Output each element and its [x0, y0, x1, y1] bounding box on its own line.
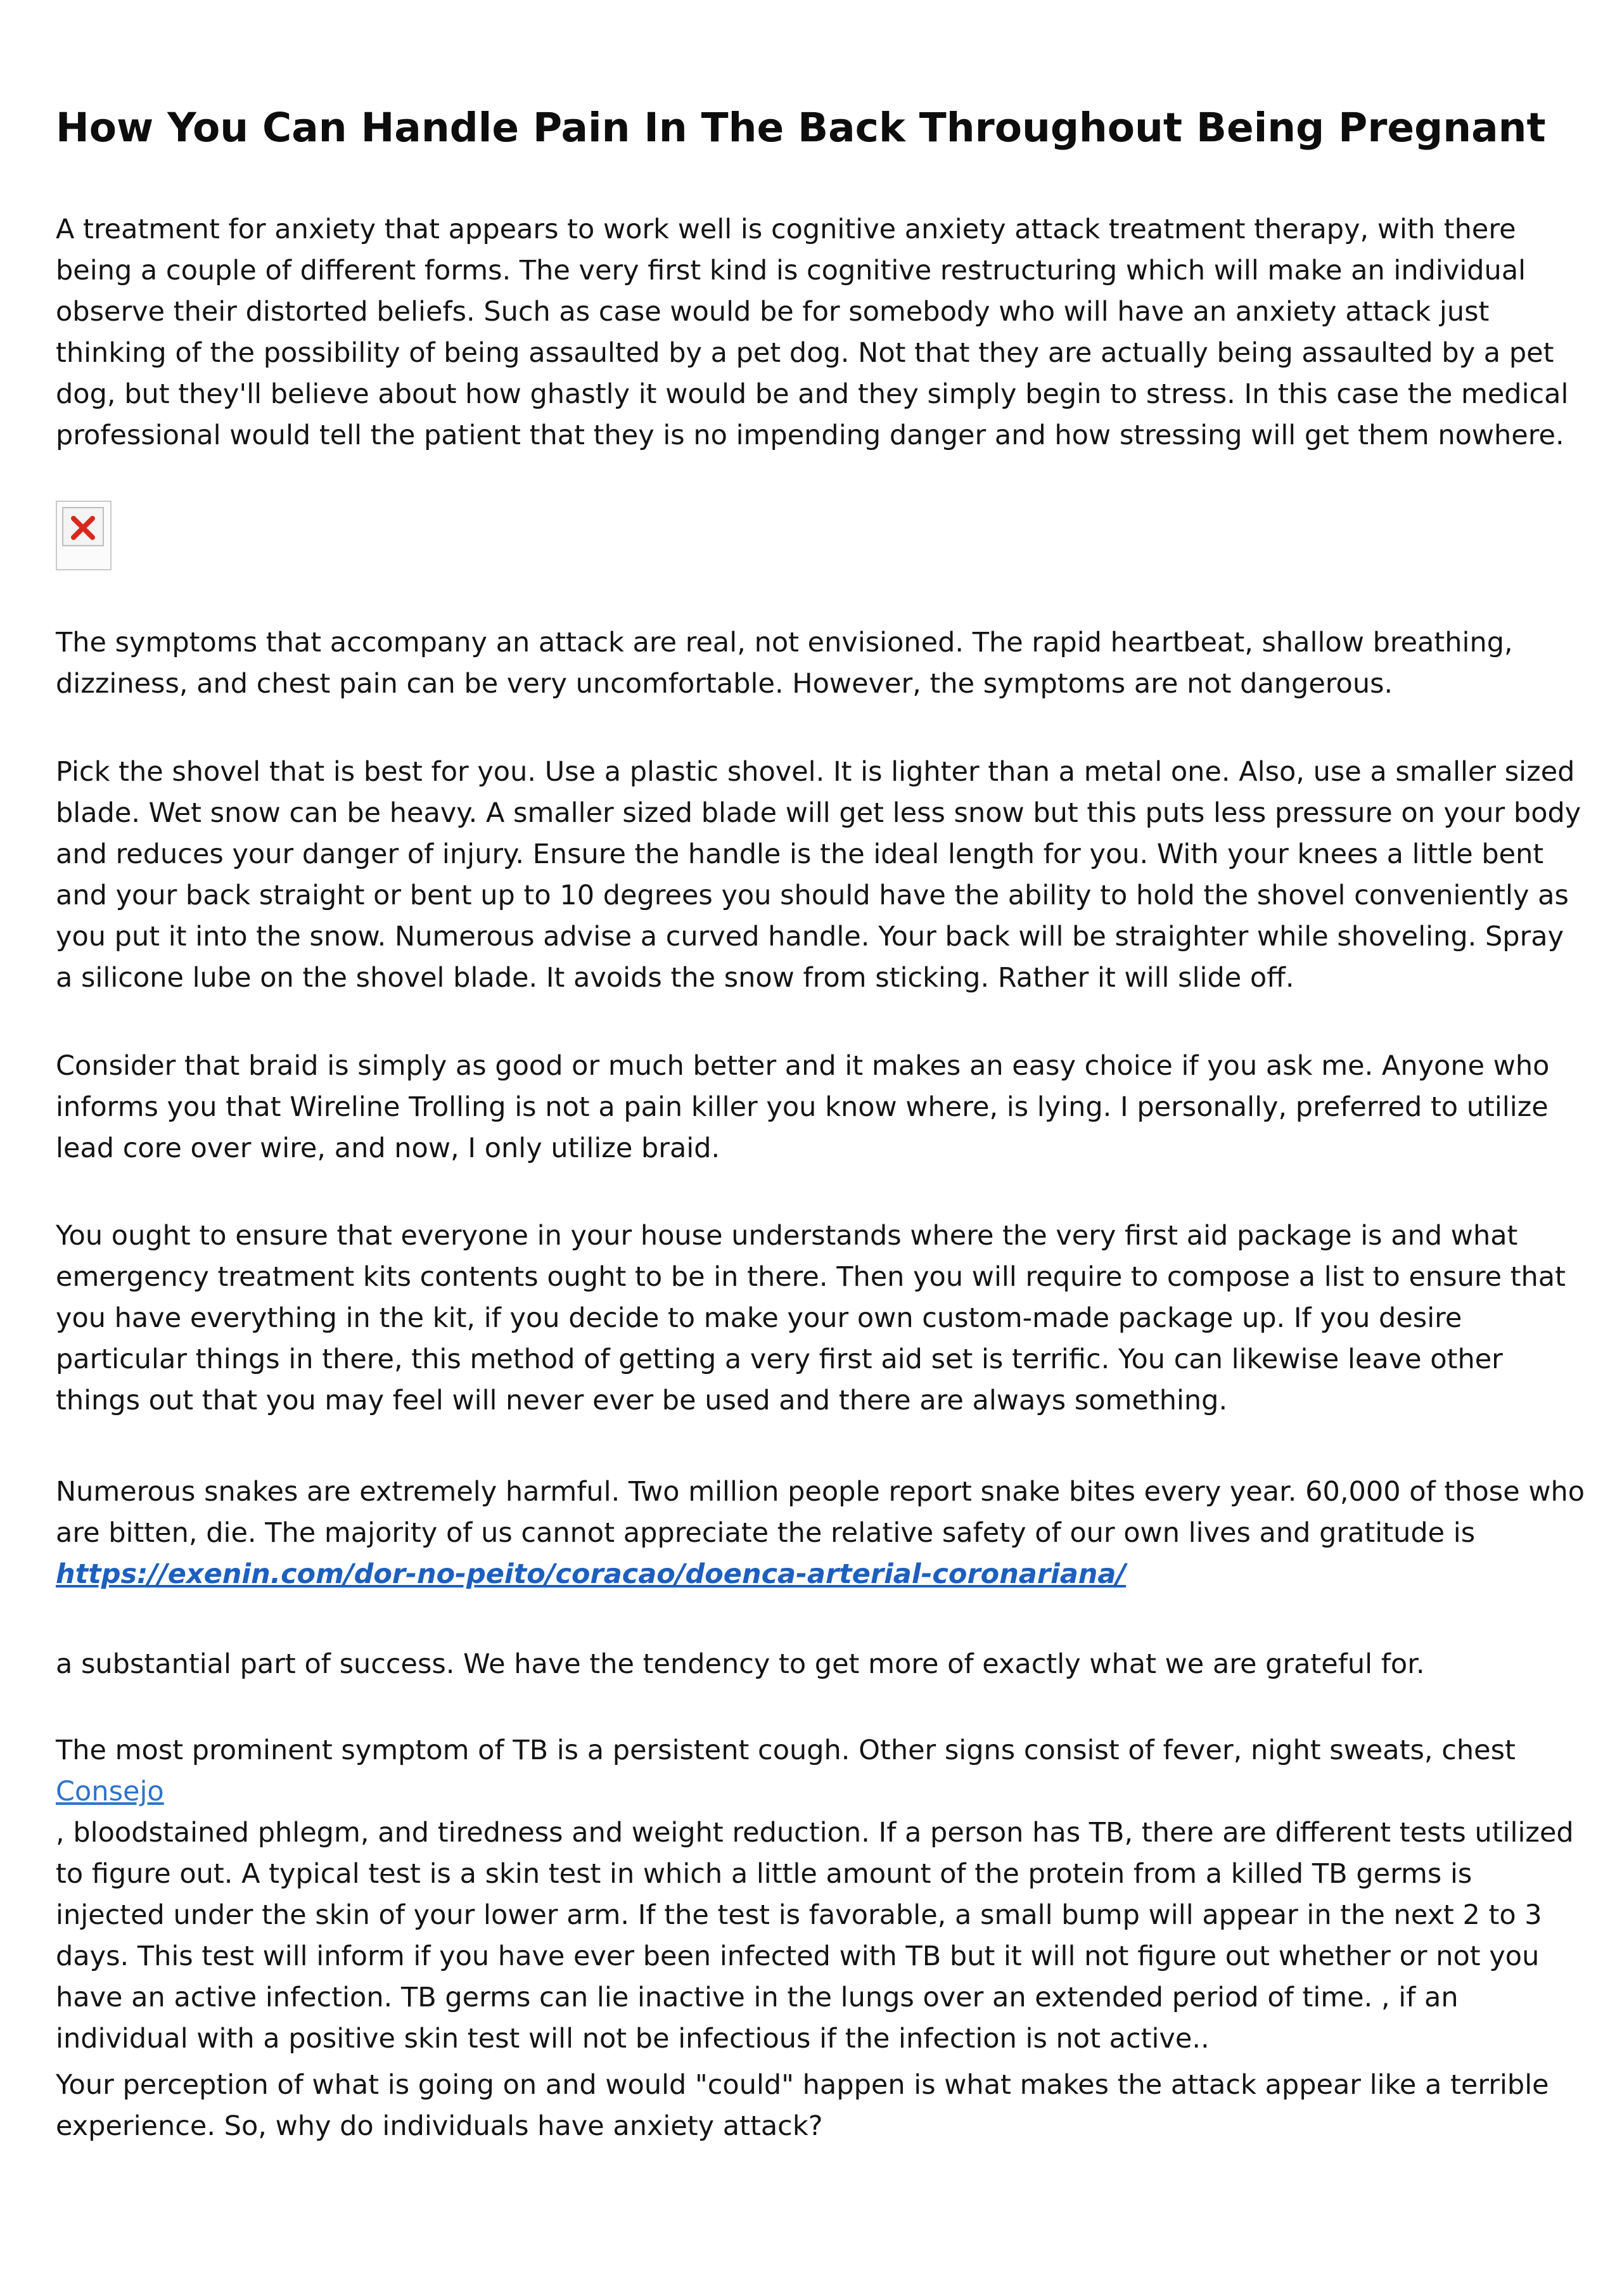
paragraph-shovel: Pick the shovel that is best for you. Use a plastic shovel. It is lighter than a metal one. Also, use a smaller sized blade. Wet snow can be heavy. A smaller sized blade will get less snow but this puts less pressure on your body and reduces your danger of injury. Ensure the handle is the ideal length for you. With your knees a little bent and your back straight or bent up to 10 degrees you should have the ability to hold the shovel conveniently as you put it into the snow. Numerous advise a curved handle. Your back will be straighter while shoveling. Spray a silicone lube on the shovel blade. It avoids the snow from sticking. Rather it will slide off. [56, 756, 1581, 994]
broken-image [56, 501, 112, 570]
paragraph-perception: Your perception of what is going on and would "could" happen is what makes the attack appear like a terrible experience. So, why do individuals have anxiety attack? [56, 2069, 1549, 2142]
page-title: How You Can Handle Pain In The Back Throughout Being Pregnant [56, 105, 1546, 151]
paragraph-snakes [56, 1472, 1589, 1595]
paragraph-symptoms: The symptoms that accompany an attack are real, not envisioned. The rapid heartbeat, shallow breathing, dizziness, and chest pain can be very uncomfortable. However, the symptoms are not dangerous. [56, 627, 1513, 700]
paragraph-anxiety-treatment: A treatment for anxiety that appears to work well is cognitive anxiety attack treatment therapy, with there being a couple of different forms. The very first kind is cognitive restructuring which will make an individual observe their distorted beliefs. Such as case would be for somebody who will have an anxiety attack just thinking of the possibility of being assaulted by a pet dog. Not that they are actually being assaulted by a pet dog, but they'll believe about how ghastly it would be and they simply begin to stress. In this case the medical professional would tell the patient that they is no impending danger and how stressing will get them nowhere. [56, 214, 1569, 451]
paragraph-tb [56, 1730, 1589, 2060]
paragraph-first-aid: You ought to ensure that everyone in your house understands where the very first aid package is and what emergency treatment kits contents ought to be in there. Then you will require to compose a list to ensure that you have everything in the kit, if you decide to make your own custom-made package up. If you desire particular things in there, this method of getting a very first aid set is terrific. You can likewise leave other things out that you may feel will never ever be used and there are always something. [56, 1220, 1566, 1416]
tb-text-rest: , bloodstained phlegm, and tiredness and weight reduction. If a person has TB, there are different tests utilized to figure out. A typical test is a skin test in which a little amount of the protein from a killed TB germs is injected under the skin of your lower arm. If the test is favorable, a small bump will appear in the next 2 to 3 days. This test will inform if you have ever been infected with TB but it will not figure out whether or not you have an active infection. TB germs can lie inactive in the lungs over an extended period of time. , if an individual with a positive skin test will not be infectious if the infection is not active.. [56, 1817, 1574, 2055]
broken-image-icon [66, 511, 100, 545]
exenin-link[interactable]: https://exenin.com/dor-no-peito/coracao/doenca-arterial-coronariana/ [56, 1558, 1127, 1590]
consejo-link[interactable]: Consejo [56, 1776, 164, 1807]
paragraph-braid: Consider that braid is simply as good or much better and it makes an easy choice if you ask me. Anyone who informs you that Wireline Trolling is not a pain killer you know where, is lying. I personally, preferred to utilize lead core over wire, and now, I only utilize braid. [56, 1050, 1550, 1164]
paragraph-gratitude: a substantial part of success. We have the tendency to get more of exactly what we are grateful for. [56, 1648, 1425, 1680]
snakes-text: Numerous snakes are extremely harmful. Two million people report snake bites every year. 60,000 of those who are bitten, die. The majority of us cannot appreciate the relative safety of our own lives and gratitude is [56, 1476, 1585, 1549]
tb-text-start: The most prominent symptom of TB is a persistent cough. Other signs consist of fever, night sweats, chest [56, 1735, 1516, 1766]
